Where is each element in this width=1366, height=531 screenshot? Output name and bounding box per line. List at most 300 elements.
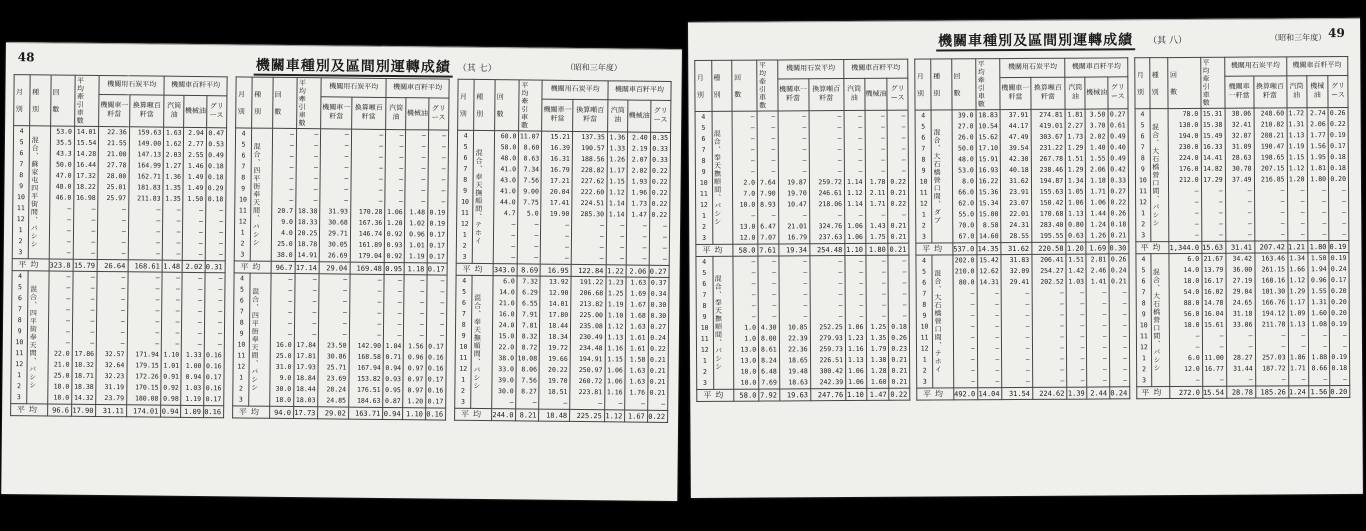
cell-value: — — [803, 268, 808, 277]
cell-value: 1.96 — [631, 188, 648, 197]
cell-value: 40.18 — [1009, 165, 1029, 175]
month-label: 12 — [15, 360, 24, 369]
cell-value: 1.40 — [1089, 143, 1106, 152]
month-label: 9 — [702, 312, 707, 321]
cell-value: 0.26 — [1110, 209, 1127, 218]
average-value: 1.39 — [1067, 387, 1087, 399]
cell-value: 7.69 — [761, 378, 777, 387]
month-label: 7 — [1140, 143, 1145, 152]
header-cylinder-oil: 汽筒油 — [1065, 77, 1085, 110]
cell-value: 0.27 — [650, 322, 667, 331]
cell-value: — — [1281, 342, 1286, 351]
cell-value: — — [881, 122, 886, 131]
cell-value: — — [399, 164, 404, 173]
month-label: 10 — [459, 342, 468, 351]
header-machine-oil: 機械油 — [1085, 76, 1108, 109]
cell-value: 0.94 — [185, 372, 202, 382]
average-value: 247.76 — [810, 389, 845, 401]
cell-value: — — [343, 286, 348, 295]
cell-value: 1.26 — [1090, 231, 1107, 240]
cell-value: 202.0 — [954, 256, 975, 265]
average-value: 224.62 — [1032, 387, 1067, 399]
cell-value: 1.51 — [1068, 255, 1084, 264]
month-label: 6 — [461, 298, 466, 307]
cell-value: 1.49 — [187, 183, 204, 193]
cell-value: — — [1080, 310, 1085, 319]
cell-value: — — [1343, 341, 1348, 351]
cell-value: 1.18 — [1090, 176, 1106, 185]
cell-value: — — [751, 290, 756, 299]
cell-value: — — [661, 399, 666, 408]
data-column-coal_a — [539, 276, 571, 409]
cell-value: — — [1322, 219, 1327, 228]
average-value: 0.22 — [889, 388, 910, 400]
cell-value: — — [837, 156, 842, 165]
average-value: 16.95 — [540, 264, 571, 276]
section-label: 混合、大石橋營口間、ダブ — [931, 110, 952, 243]
cell-value: 0.19 — [1331, 319, 1347, 329]
average-value: 0.16 — [203, 406, 223, 418]
cell-value: 31.0 — [275, 362, 292, 372]
average-value: 2.06 — [626, 265, 649, 277]
cell-value: 6.0 — [503, 277, 515, 286]
cell-value: — — [1122, 310, 1127, 319]
cell-value: 0.37 — [650, 278, 667, 287]
cell-value: 0.34 — [650, 289, 667, 298]
month-column — [1136, 254, 1152, 387]
month-label: 7 — [17, 305, 22, 314]
month-label: 7 — [463, 164, 468, 173]
header-trips: 回 數 — [732, 60, 757, 111]
cell-value: — — [1102, 354, 1107, 363]
cell-value: 1.29 — [1289, 287, 1306, 296]
cell-value: 37.91 — [1008, 110, 1029, 120]
data-column-oil_c — [427, 130, 449, 263]
cell-value: 0.17 — [205, 373, 222, 382]
header-type: 種 別 — [1150, 58, 1169, 109]
fiscal-year: （昭和三年度） — [1270, 33, 1327, 43]
cell-value: — — [156, 227, 161, 236]
cell-value: — — [1025, 288, 1030, 297]
cell-value: — — [218, 239, 223, 248]
cell-value: 0.22 — [651, 210, 668, 219]
cell-value: 32.41 — [1231, 120, 1252, 129]
cell-value: 1.14 — [847, 199, 863, 209]
data-column-coal_b — [350, 129, 386, 262]
cell-value: 1.68 — [630, 311, 646, 320]
cell-value: — — [1103, 376, 1108, 385]
month-label: 10 — [237, 340, 246, 349]
cell-value: — — [289, 129, 294, 139]
cell-value: — — [399, 131, 404, 140]
cell-value: 1.36 — [165, 172, 182, 181]
data-column-trips — [271, 128, 297, 261]
cell-value: — — [642, 221, 647, 230]
cell-value: — — [198, 228, 203, 237]
cell-value: — — [440, 309, 445, 318]
month-label: 6 — [701, 134, 706, 143]
table-row — [12, 126, 226, 261]
average-value: 1.69 — [1086, 242, 1108, 254]
cell-value: 39.0 — [498, 376, 514, 385]
month-label: 10 — [17, 193, 25, 202]
average-value: 15.63 — [1202, 241, 1226, 253]
cell-value: 56.0 — [1183, 309, 1200, 318]
cell-value: — — [67, 204, 72, 213]
cell-value: 0.18 — [1330, 163, 1346, 173]
cell-value: — — [1301, 375, 1306, 384]
cell-value: — — [1300, 219, 1305, 228]
section-label: 混合、奉天撫順間、パシシ — [712, 256, 734, 389]
section-label: 混合、大石橋營口間、パシシ — [1150, 109, 1169, 242]
cell-value: 2.11 — [869, 188, 886, 197]
cell-value: 1.06 — [848, 366, 864, 376]
cell-value: 1.50 — [187, 194, 204, 204]
cell-value: 0.96 — [409, 230, 425, 239]
average-label: 平均 — [234, 261, 271, 273]
average-value: 1.12 — [604, 410, 625, 422]
cell-value: 15.49 — [1202, 131, 1223, 140]
cell-value: 25.01 — [106, 183, 127, 192]
cell-value: 28.00 — [106, 172, 127, 181]
header-coal-group: 機關用石炭平均 — [1224, 57, 1286, 76]
cell-value: — — [1025, 354, 1030, 363]
data-column-trips — [493, 131, 519, 264]
cell-value: — — [176, 216, 181, 225]
data-column-oil_a — [161, 272, 183, 405]
cell-value: 15.54 — [76, 138, 97, 147]
cell-value: 7.56 — [521, 376, 537, 385]
cell-value: 48.0 — [55, 182, 72, 191]
average-value: 17.90 — [71, 404, 96, 416]
month-label: 10 — [699, 178, 708, 187]
cell-value: — — [65, 327, 70, 336]
cell-value: 10.0 — [740, 378, 757, 387]
cell-value: — — [120, 306, 125, 315]
average-value: 323.8 — [49, 259, 74, 271]
month-label: 1 — [1142, 354, 1146, 363]
cell-value: 1.14 — [846, 177, 863, 187]
cell-value: 14.31 — [979, 278, 999, 287]
cell-value: 1.12 — [608, 188, 625, 197]
cell-value: 1.19 — [408, 252, 425, 261]
cell-value: 191.22 — [579, 278, 604, 287]
cell-value: 8.93 — [760, 200, 776, 209]
cell-value: 35.5 — [56, 138, 72, 147]
cell-value: 0.97 — [407, 375, 424, 384]
month-label: 2 — [461, 386, 466, 395]
cell-value: 15.00 — [978, 210, 999, 219]
cell-value: 16.77 — [1204, 364, 1224, 373]
cell-value: — — [838, 268, 843, 277]
cell-value: — — [199, 206, 204, 215]
cell-value: 0.29 — [207, 184, 224, 193]
cell-value: 22.0 — [53, 349, 70, 358]
cell-value: — — [175, 328, 180, 337]
cell-value: 1.28 — [870, 366, 887, 375]
cell-value: 6.0 — [1187, 254, 1200, 263]
cell-value: — — [750, 134, 755, 143]
cell-value: 0.17 — [1330, 275, 1347, 285]
month-label: 9 — [17, 327, 22, 336]
header-coal-per-ton-km: 換算噸百粁當 — [809, 78, 844, 111]
cell-value: 1.78 — [869, 177, 886, 186]
cell-value: — — [751, 156, 755, 165]
cell-value: — — [803, 312, 808, 321]
cell-value: — — [838, 211, 843, 220]
data-column-oil_c — [1109, 254, 1130, 387]
cell-value: 8.58 — [982, 221, 999, 230]
cell-value: — — [564, 242, 569, 251]
cell-value: — — [838, 257, 843, 266]
cell-value: — — [1280, 230, 1285, 239]
cell-value: — — [218, 307, 223, 316]
average-value: 0.95 — [384, 262, 404, 274]
cell-value: — — [421, 131, 426, 140]
average-row — [697, 388, 910, 401]
cell-value: 0.20 — [1330, 286, 1347, 296]
cell-value: 0.33 — [1110, 176, 1126, 185]
cell-value: — — [1300, 230, 1305, 239]
cell-value: 34.42 — [1232, 254, 1253, 263]
cell-value: 1.56 — [1310, 142, 1326, 151]
cell-value: 16.17 — [1203, 276, 1224, 285]
cell-value: 0.33 — [652, 155, 668, 164]
cell-value: — — [289, 140, 294, 150]
cell-value: 16.79 — [787, 233, 808, 242]
cell-value: — — [1195, 342, 1200, 351]
cell-value: 1.17 — [609, 166, 625, 175]
cell-value: 0.49 — [1110, 132, 1126, 141]
cell-value: 1.08 — [1311, 320, 1327, 329]
average-value: 58.0 — [733, 244, 758, 256]
cell-value: 9.0 — [279, 373, 292, 383]
month-column — [695, 111, 712, 244]
cell-value: 1.23 — [847, 333, 864, 343]
header-coal-per-ton-km: 換算噸百粁當 — [1031, 77, 1066, 110]
cell-value: 24.0 — [498, 321, 515, 330]
cell-value: — — [91, 237, 96, 246]
cell-value: 17.41 — [549, 198, 570, 207]
cell-value: 22.36 — [788, 345, 808, 354]
cell-value: 15.31 — [1202, 109, 1223, 118]
cell-value: 0.18 — [1331, 363, 1348, 373]
cell-value: — — [377, 319, 382, 328]
cell-value: 163.46 — [1261, 254, 1286, 263]
cell-value: — — [995, 300, 1000, 309]
cell-value: 66.0 — [958, 188, 974, 197]
cell-value: — — [344, 185, 349, 194]
month-column — [455, 275, 473, 408]
cell-value: — — [1080, 343, 1085, 352]
cell-value: — — [197, 329, 202, 338]
month-label: 6 — [922, 278, 927, 287]
cell-value: 13.0 — [740, 356, 757, 365]
month-label: 3 — [460, 397, 465, 406]
cell-value: — — [1122, 321, 1127, 330]
cell-value: — — [342, 319, 347, 328]
table-row — [234, 128, 448, 263]
average-value: 0.21 — [888, 243, 909, 255]
cell-value: 12.0 — [739, 233, 756, 242]
right-page — [688, 18, 1363, 498]
cell-value: — — [1102, 343, 1107, 352]
month-label: 8 — [19, 171, 24, 180]
cell-value: 12.62 — [979, 267, 999, 276]
cell-value: 1.63 — [629, 377, 646, 386]
cell-value: 8.72 — [521, 343, 538, 352]
cell-value: 33.0 — [498, 365, 515, 374]
cell-value: 0.92 — [163, 383, 179, 392]
data-column-oil_a — [384, 129, 406, 262]
cell-value: — — [379, 130, 384, 139]
cell-value: 21.00 — [106, 150, 127, 159]
average-value: 168.61 — [128, 260, 163, 272]
cell-value: — — [1025, 332, 1030, 341]
record-table — [1134, 56, 1350, 399]
month-label: 12 — [699, 200, 708, 209]
cell-value: — — [618, 399, 623, 408]
cell-value: — — [750, 112, 755, 121]
cell-value: 19.72 — [548, 343, 568, 352]
cell-value: 38.0 — [276, 250, 293, 260]
cell-value: — — [90, 305, 95, 314]
cell-value: 25.0 — [53, 371, 70, 380]
month-label: 1 — [18, 226, 23, 235]
cell-value: 225.00 — [579, 311, 603, 320]
cell-value: 48.0 — [958, 155, 974, 164]
cell-value: — — [90, 316, 95, 325]
cell-value: 27.0 — [957, 122, 974, 131]
header-month: 月 別 — [14, 75, 31, 126]
header-month: 月 別 — [1135, 58, 1150, 109]
average-value: 272.0 — [1170, 386, 1203, 398]
table-row — [1136, 252, 1350, 386]
header-type: 種 別 — [252, 77, 273, 128]
cell-value: — — [1194, 186, 1199, 195]
section-label: 混合、四平街奉天間、パシシ — [249, 273, 271, 406]
cell-value: 0.30 — [650, 300, 667, 309]
cell-value: — — [1247, 186, 1252, 195]
cell-value: 0.18 — [207, 173, 224, 182]
month-label: 5 — [462, 287, 467, 296]
cell-value: 211.83 — [137, 194, 161, 203]
month-label: 9 — [1140, 165, 1145, 174]
cell-value: 171.94 — [135, 350, 159, 359]
cell-value: — — [397, 287, 402, 296]
month-label: 1 — [461, 375, 466, 384]
cell-value: 2.19 — [631, 144, 648, 153]
data-column-trips — [49, 126, 75, 259]
month-label: 2 — [240, 239, 245, 248]
month-label: 7 — [239, 307, 244, 316]
cell-value: — — [219, 217, 224, 226]
cell-value: 1.93 — [631, 177, 648, 186]
average-value: 1.48 — [162, 260, 182, 272]
cell-value: 14.01 — [76, 127, 97, 136]
cell-value: — — [377, 308, 382, 317]
cell-value: 30.70 — [1231, 164, 1252, 173]
header-trips: 回 數 — [1168, 57, 1201, 108]
month-column — [12, 126, 30, 259]
cell-value: — — [563, 398, 568, 407]
cell-value: 0.33 — [652, 144, 668, 153]
header-machine-oil: 機械油 — [1306, 75, 1328, 108]
data-column-avg_cars — [73, 126, 99, 259]
cell-value: 238.46 — [1039, 165, 1064, 174]
month-label: 2 — [1142, 365, 1147, 374]
header-trips: 回 數 — [494, 80, 519, 131]
cell-value: 211.78 — [1261, 320, 1286, 329]
cell-value: 19.90 — [549, 209, 570, 218]
cell-value: — — [342, 308, 347, 317]
cell-value: — — [971, 366, 976, 375]
cell-value: 0.27 — [1110, 187, 1127, 196]
month-label: 12 — [238, 217, 247, 226]
average-value: 14.35 — [977, 243, 1001, 255]
cell-value: — — [379, 152, 384, 161]
cell-value: 1.81 — [1310, 164, 1327, 173]
cell-value: 6.29 — [522, 288, 538, 297]
cell-value: 1.19 — [1288, 142, 1305, 151]
month-label: 11 — [15, 349, 24, 358]
data-column-avg_cars — [295, 129, 321, 262]
cell-value: 1.66 — [1289, 265, 1306, 274]
cell-value: 303.67 — [1039, 132, 1063, 141]
month-label: 4 — [19, 127, 24, 136]
header-coal-per-km: 機關車一粁當 — [321, 96, 352, 129]
cell-value: 179.15 — [135, 361, 159, 370]
cell-value: — — [121, 238, 126, 247]
cell-value: 11.00 — [1204, 353, 1224, 362]
cell-value: 1.34 — [1289, 254, 1305, 263]
cell-value: 235.08 — [579, 322, 603, 331]
cell-value: 1.75 — [870, 232, 886, 241]
cell-value: 20.7 — [277, 206, 294, 216]
cell-value: — — [620, 232, 625, 241]
data-column-oil_a — [162, 127, 184, 260]
data-column-coal_a — [318, 274, 350, 407]
cell-value: — — [121, 295, 126, 304]
cell-value: 38.06 — [1231, 109, 1252, 118]
cell-value: 15.91 — [978, 155, 999, 164]
cell-value: 2.74 — [1309, 109, 1326, 118]
month-label: 7 — [701, 145, 706, 154]
cell-value: — — [419, 309, 425, 318]
cell-value: — — [1102, 365, 1107, 374]
cell-value: — — [1300, 186, 1305, 195]
data-column-coal_b — [809, 111, 845, 244]
cell-value: 1.13 — [1067, 209, 1084, 218]
header-avg-cars: 平均牽引車數 — [519, 80, 543, 131]
cell-value: — — [66, 272, 71, 281]
section-label: 混合、四平街奉天間、パシシ — [27, 271, 49, 404]
average-label: 平均 — [455, 408, 492, 420]
cell-value: 11.07 — [519, 132, 540, 141]
cell-value: — — [314, 163, 319, 172]
cell-value: 0.22 — [890, 177, 907, 186]
month-label: 11 — [459, 353, 468, 362]
cell-value: 1.10 — [163, 350, 180, 359]
header-coal-group: 機關用石炭平均 — [99, 75, 164, 94]
cell-value: — — [155, 328, 160, 337]
cell-value: 1.06 — [847, 322, 864, 332]
month-label: 10 — [920, 322, 929, 331]
month-label: 6 — [17, 294, 22, 303]
cell-value: 0.21 — [649, 388, 666, 397]
cell-value: 15.36 — [978, 188, 999, 197]
cell-value: 1.03 — [185, 383, 202, 393]
